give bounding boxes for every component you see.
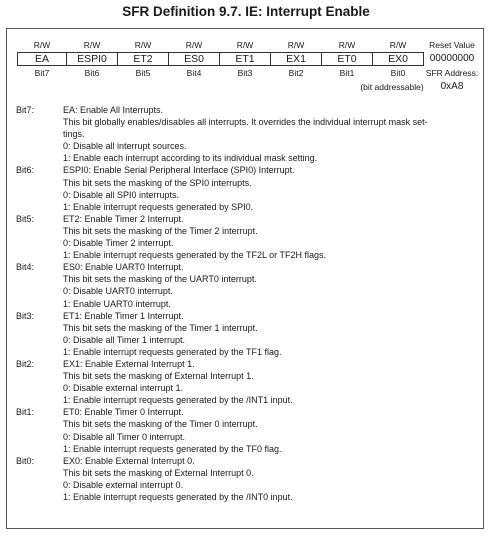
bit-label: Bit4: [16, 262, 35, 273]
desc-line: This bit sets the masking of the Timer 2 interrupt. [63, 225, 258, 236]
desc-line: 1: Enable interrupt requests generated by the /INT0 input. [63, 492, 293, 502]
bit-name-box: EX0 [373, 52, 424, 66]
desc-line: 1: Enable interrupt requests generated by the TF2L or TF2H flags. [63, 250, 326, 261]
desc-line: 1: Enable each interrupt according to its individual mask setting. [63, 153, 318, 164]
page-title: SFR Definition 9.7. IE: Interrupt Enable [122, 4, 370, 19]
bit-label: Bit6: [16, 165, 35, 176]
desc-line: ET2: Enable Timer 2 Interrupt. [63, 213, 184, 224]
bit-label: Bit1: [16, 407, 35, 418]
desc-line: EA: Enable All Interrupts. [63, 105, 164, 115]
bit-number: Bit7 [34, 68, 50, 78]
bit-name-box: ET0 [322, 52, 373, 66]
bit-number: Bit4 [186, 68, 202, 78]
bit-name-box: ET2 [118, 52, 169, 66]
desc-line: This bit globally enables/disables all interrupts. It overrides the individual interrupt mask set- [63, 117, 428, 128]
sfr-address-value: 0xA8 [440, 81, 464, 92]
desc-line: 1: Enable UART0 interrupt. [63, 298, 171, 309]
bit-description [16, 358, 482, 406]
desc-line: This bit sets the masking of External Interrupt 1. [63, 371, 254, 382]
access-label: R/W [389, 40, 407, 50]
bit-label: Bit2: [16, 358, 35, 369]
bit-number: Bit0 [390, 68, 406, 78]
bit-description [16, 310, 482, 358]
bit-number: Bit3 [237, 68, 253, 78]
desc-line: 0: Disable all interrupt sources. [63, 141, 187, 152]
bit-number: Bit2 [288, 68, 304, 78]
desc-line: 0: Disable all Timer 0 interrupt. [63, 431, 186, 442]
access-label: R/W [134, 40, 152, 50]
bit-description [16, 213, 482, 261]
desc-line: ET0: Enable Timer 0 Interrupt. [63, 407, 184, 418]
desc-line: 0: Disable Timer 2 interrupt. [63, 238, 174, 249]
bit-number: Bit6 [84, 68, 100, 78]
bit-number: Bit5 [135, 68, 151, 78]
desc-line: ET1: Enable Timer 1 Interrupt. [63, 310, 184, 321]
bit-number: Bit1 [339, 68, 355, 78]
bit-name-box: ES0 [169, 52, 220, 66]
reset-value: 00000000 [429, 53, 475, 64]
bit-description [16, 261, 482, 309]
desc-line: EX1: Enable External Interrupt 1. [63, 358, 195, 369]
desc-line: ES0: Enable UART0 Interrupt. [63, 262, 184, 273]
desc-line: This bit sets the masking of External Interrupt 0. [63, 467, 254, 478]
bit-label: Bit7: [16, 105, 35, 115]
bit-name-box: ESPI0 [67, 52, 118, 66]
access-label: R/W [185, 40, 203, 50]
desc-line: This bit sets the masking of the Timer 1 interrupt. [63, 322, 258, 333]
desc-line: 0: Disable all SPI0 interrupts. [63, 189, 180, 200]
bit-label: Bit3: [16, 310, 35, 321]
bit-description [16, 104, 482, 164]
bit-description [16, 406, 482, 454]
desc-line: This bit sets the masking of the Timer 0 interrupt. [63, 419, 258, 430]
access-label: R/W [338, 40, 356, 50]
bit-name-box: EX1 [271, 52, 322, 66]
desc-line: EX0: Enable External Interrupt 0. [63, 455, 195, 466]
desc-line: 0: Disable UART0 interrupt. [63, 286, 173, 297]
desc-line: This bit sets the masking of the UART0 interrupt. [63, 274, 257, 285]
bit-name-box: EA [17, 52, 67, 66]
desc-line: 1: Enable interrupt requests generated by SPI0. [63, 201, 254, 212]
desc-line: 0: Disable all Timer 1 interrupt. [63, 334, 186, 345]
desc-line: This bit sets the masking of the SPI0 interrupts. [63, 177, 252, 188]
sfr-address-label: SFR Address: [425, 68, 479, 78]
desc-line: tings. [63, 129, 85, 140]
desc-line: 0: Disable external interrupt 0. [63, 479, 184, 490]
access-label: R/W [236, 40, 254, 50]
access-label: R/W [33, 40, 51, 50]
desc-line: 1: Enable interrupt requests generated by the TF0 flag. [63, 443, 282, 454]
desc-line: 1: Enable interrupt requests generated by the /INT1 input. [63, 395, 293, 406]
desc-line: 1: Enable interrupt requests generated by the TF1 flag. [63, 346, 282, 357]
bit-name-box: ET1 [220, 52, 271, 66]
bit-addressable-note: (bit addressable) [360, 82, 424, 92]
bit-label: Bit0: [16, 455, 35, 466]
access-label: R/W [287, 40, 305, 50]
access-label: R/W [83, 40, 101, 50]
bit-label: Bit5: [16, 213, 35, 224]
desc-line: 0: Disable external interrupt 1. [63, 383, 184, 394]
desc-line: ESPI0: Enable Serial Peripheral Interface (SPI0) Interrupt. [63, 165, 295, 176]
reset-value-label: Reset Value [429, 40, 475, 50]
bit-description [16, 164, 482, 212]
bit-description [16, 455, 482, 503]
bit-descriptions [16, 104, 482, 503]
